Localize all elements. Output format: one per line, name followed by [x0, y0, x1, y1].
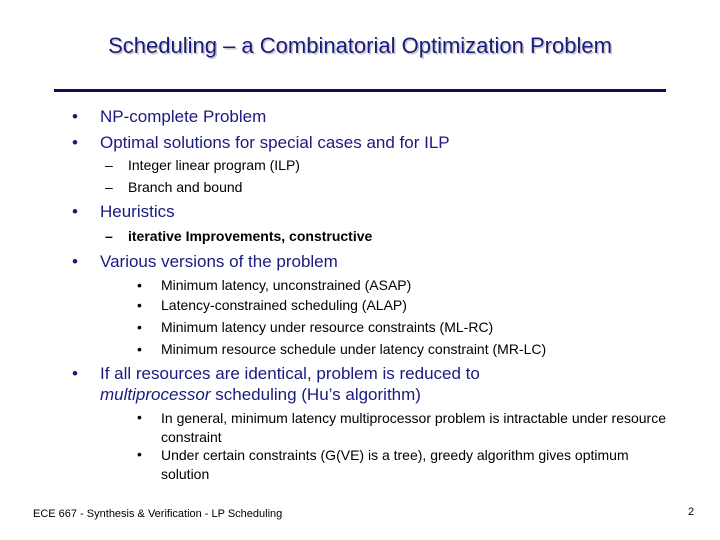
- bullet-marker: •: [137, 446, 142, 462]
- slide-title: Scheduling – a Combinatorial Optimization Problem: [108, 33, 612, 58]
- sub-item-ilp: [105, 157, 300, 173]
- bullet-text: Optimal solutions for special cases and for ILP: [100, 133, 450, 152]
- sub-item-text: Integer linear program (ILP): [128, 157, 300, 173]
- bullet-marker: •: [137, 319, 142, 335]
- version-item: [137, 319, 557, 337]
- bullet-text-rest: scheduling (Hu’s algorithm): [210, 385, 421, 404]
- bullet-marker: •: [72, 107, 78, 126]
- version-text: Latency-constrained scheduling (ALAP): [161, 297, 407, 313]
- bullet-marker: •: [72, 202, 78, 221]
- multiprocessor-emphasis: multiprocessor: [100, 385, 211, 404]
- version-text: Minimum latency, unconstrained (ASAP): [161, 277, 412, 293]
- bullet-versions: [72, 252, 338, 272]
- identical-sub-item: [137, 446, 697, 486]
- bullet-text: Various versions of the problem: [100, 252, 338, 271]
- bullet-text: If all resources are identical, problem is reduced to: [100, 364, 480, 383]
- bullet-marker: •: [137, 277, 142, 293]
- sub-item-text: Branch and bound: [128, 179, 243, 195]
- bullet-text: Heuristics: [100, 202, 175, 221]
- bullet-marker: •: [137, 409, 142, 425]
- page-number: 2: [688, 506, 695, 518]
- version-text: Minimum latency under resource constraints (ML-RC): [161, 319, 494, 335]
- title-underline: [54, 89, 666, 92]
- version-item: [137, 277, 557, 295]
- bullet-np-complete: [72, 107, 266, 127]
- identical-sub-text: Under certain constraints (G(VE) is a tree), greedy algorithm gives optimum solution: [161, 447, 629, 482]
- bullet-heuristics: [72, 202, 175, 222]
- identical-sub-text: In general, minimum latency multiprocessor problem is intractable under resource constraint: [161, 410, 666, 445]
- dash-marker: –: [105, 228, 113, 244]
- sub-item-branch-bound: [105, 179, 242, 195]
- dash-marker: –: [105, 157, 113, 173]
- bullet-optimal-solutions: [72, 133, 450, 153]
- bullet-marker: •: [72, 133, 78, 152]
- dash-marker: –: [105, 179, 113, 195]
- bullet-identical-resources: [72, 364, 480, 384]
- version-item: [137, 297, 557, 315]
- sub-item-text: iterative Improvements, constructive: [128, 228, 373, 244]
- footer-course: ECE 667 - Synthesis & Verification - LP Scheduling: [33, 508, 283, 520]
- bullet-marker: •: [137, 341, 142, 357]
- sub-item-heuristics: [105, 228, 372, 244]
- bullet-marker: •: [72, 364, 78, 383]
- version-item: [137, 341, 607, 359]
- identical-sub-item: [137, 409, 697, 449]
- version-text: Minimum resource schedule under latency constraint (MR-LC): [161, 341, 547, 357]
- bullet-text: NP-complete Problem: [100, 107, 267, 126]
- bullet-marker: •: [72, 252, 78, 271]
- bullet-marker: •: [137, 297, 142, 313]
- bullet-identical-line2: [100, 385, 421, 405]
